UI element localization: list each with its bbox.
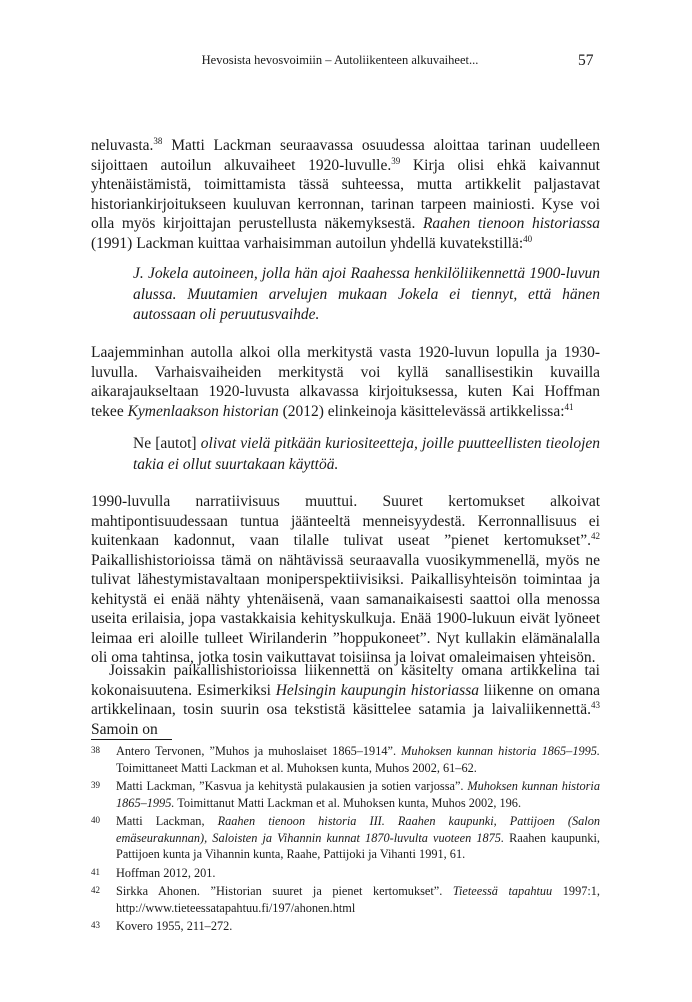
footnote-text-part: Antero Tervonen, ”Muhos ja muhoslaiset 1865–1914”. xyxy=(116,744,402,758)
footnote-text xyxy=(116,778,600,811)
footnote-text-part: Sirkka Ahonen. ”Historian suuret ja pienet kertomukset”. xyxy=(116,884,453,898)
footnote-number: 41 xyxy=(91,866,100,877)
book-title-reference: Helsingin kaupungin historiassa xyxy=(275,681,479,699)
footnote-title: Muhoksen kunnan historia 1865–1995. xyxy=(116,779,600,810)
footnote-title: Raahen tienoon historia III. Raahen kaupunki, Pattijoen (Salon emäseurakunnan), Saloisten ja Vihannin kunnat 1870-luvulta vuoteen 1875. xyxy=(116,814,600,845)
page-number: 57 xyxy=(578,52,594,69)
paragraph-3: 1990-luvulla narratiivisuus muuttui. Suuret kertomukset alkoivat mahtipontisuudessaan tuntua jäänteeltä menneisyydestä. Kerronnallisuus ei kuitenkaan kadonnut, vaan tilalle tulivat useat ”pienet kertomukset”.$^{42}$ Paikallishistorioissa tämä on nähtävissä seuraavalla vuosikymmenellä, myös ne tulivat lähestymistavaltaan moniperspektiivisiksi. Paikallisyhteisön toimintaa ja kehitystä ei enää nähty yhtenäisenä, vaan samanaikaisesti saattoi olla menossa useita erilaisia, jopa vastakkaisia kehityskulkuja. Enää 1900-lukuun eivät lyöneet leimaa eri aloille tulleet Wirilanderin ”hoppukoneet”. Nyt kullakin elämänalalla oli oma tahtinsa, jotka tosin vaikuttavat toisiinsa ja loivat omaleimaisen yhteisön. xyxy=(91,493,600,666)
running-header-title: Hevosista hevosvoimiin – Autoliikenteen alkuvaiheet... xyxy=(201,53,479,67)
footnote-40 xyxy=(91,813,600,863)
footnote-41 xyxy=(91,865,600,882)
footnote-text-part: Matti Lackman, xyxy=(116,814,218,828)
paragraph-2: Laajemminhan autolla alkoi olla merkitystä vasta 1920-luvun lopulla ja 1930-luvulla. Varhaisvaiheiden merkitystä voi kyllä sanallisestikin kuvailla aikarajaukseltaan 1920-luvusta alkavassa kirjoituksessa, kuten Kai Hoffman tekee Kymenlaakson historian (2012) elinkeinoja käsittelevässä artikkelissa:$^{41}$ xyxy=(91,344,600,420)
footnote-ref-42[interactable]: 42 xyxy=(591,530,600,541)
block-quote-1: J. Jokela autoineen, jolla hän ajoi Raahessa henkilöliikennettä 1900-luvun alussa. Muutamien arvelujen mukaan Jokela ei tiennyt, että hänen autossaan oli peruutusvaihde. xyxy=(133,265,600,323)
footnote-number: 40 xyxy=(91,815,100,825)
footnote-text-part: Raahen kaupunki, Pattijoen kunta ja Vihannin kunta, Raahe, Pattijoki ja Vihanti 1991, 61. xyxy=(116,830,600,861)
footnote-39 xyxy=(91,778,600,811)
footnote-text-part: Toimittanut Matti Lackman et al. Muhoksen kunta, Muhos 2002, 196. xyxy=(174,795,522,810)
block-quote-2: Ne [autot] olivat vielä pitkään kuriositeetteja, joille puutteellisten tieolojen takia ei ollut suurtakaan käyttöä. xyxy=(133,435,601,473)
footnote-text xyxy=(116,865,600,882)
footnote-title: Muhoksen kunnan historia 1865–1995. xyxy=(401,744,600,758)
footnote-separator xyxy=(91,739,172,740)
footnote-42 xyxy=(91,883,600,916)
footnote-text xyxy=(116,743,600,776)
paragraph-1: neluvasta.$^{38}$ Matti Lackman seuraavassa osuudessa aloittaa tarinan uudelleen sijoittaen autoilun alkuvaiheet 1920-luvulle.$^{39}$ Kirja olisi ehkä kaivannut yhtenäistämistä, toimittamista tässä suhteessa, mutta artikkelit paljastavat historiankirjoitukseen kuuluvan kerronnan, tarinan tarpeen mainiosti. Kyse voi olla myös kirjoittajan perustellusta näkemyksestä. Raahen tienoon historiassa (1991) Lackman kuittaa varhaisimman autoilun yhdellä kuvatekstillä:$^{40}$ xyxy=(91,135,600,252)
footnote-ref-43[interactable]: 43 xyxy=(591,699,600,710)
footnotes-section xyxy=(91,743,600,937)
paragraph-4: Joissakin paikallishistorioissa liikennettä on käsitelty omana artikkelina tai kokonaisuutena. Esimerkiksi Helsingin kaupungin historiassa liikenne on omana artikkelinaan, tosin suurin osa tekstistä käsittelee satamia ja laivaliikennettä.$^{43}$ Samoin on xyxy=(91,662,600,738)
footnote-38 xyxy=(91,743,600,776)
footnote-number: 43 xyxy=(91,920,100,930)
footnote-ref-39[interactable]: 39 xyxy=(391,155,401,166)
footnote-ref-41[interactable]: 41 xyxy=(564,401,574,412)
footnote-text-part: Toimittaneet Matti Lackman et al. Muhoksen kunta, Muhos 2002, 61–62. xyxy=(116,760,477,775)
footnote-ref-40[interactable]: 40 xyxy=(523,233,533,244)
footnote-number: 42 xyxy=(91,885,100,895)
footnote-text-part: 1997:1, http://www.tieteessatapahtuu.fi/197/ahonen.html xyxy=(116,884,601,915)
book-title-reference: Kymenlaakson historian xyxy=(127,402,279,420)
footnote-text xyxy=(116,883,600,916)
footnote-text-part: Kovero 1955, 211–272. xyxy=(116,919,233,933)
footnote-number: 38 xyxy=(91,745,100,755)
footnote-title: Tieteessä tapahtuu xyxy=(452,884,553,898)
book-title-reference: Raahen tienoon historiassa xyxy=(422,215,600,232)
footnote-text-part: Hoffman 2012, 201. xyxy=(116,865,216,880)
footnote-text xyxy=(116,918,600,935)
footnote-43 xyxy=(91,918,600,935)
footnote-text-part: Matti Lackman, ”Kasvua ja kehitystä pulakausien ja sotien varjossa”. xyxy=(116,779,468,793)
footnote-text xyxy=(116,813,600,863)
footnote-ref-38[interactable]: 38 xyxy=(153,135,163,146)
footnote-number: 39 xyxy=(91,780,100,790)
